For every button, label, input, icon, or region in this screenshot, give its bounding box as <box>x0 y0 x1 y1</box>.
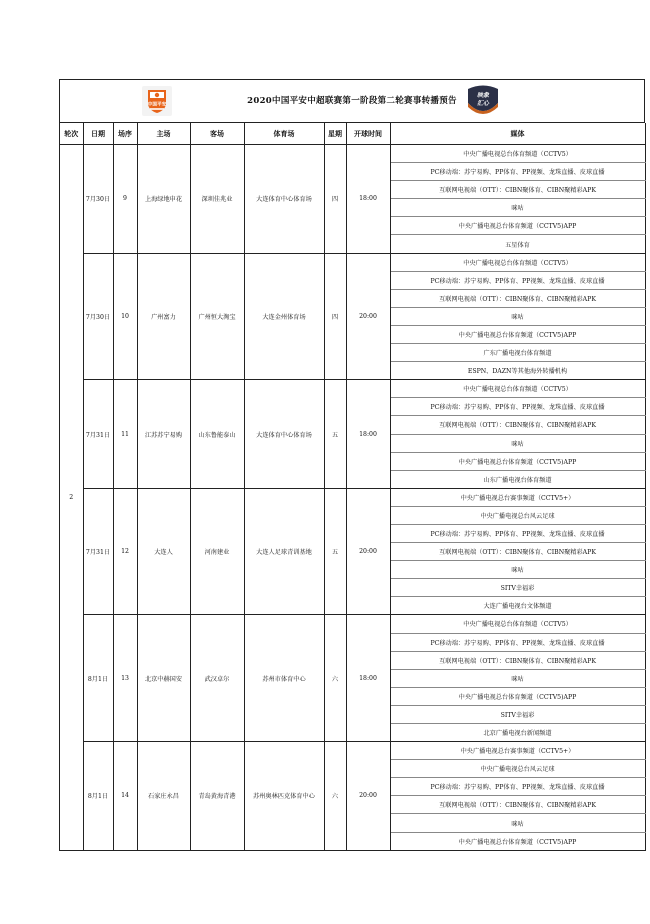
schedule-sheet <box>59 79 645 851</box>
date-cell: 7月31日 <box>83 488 113 615</box>
kickoff-time-cell: 20:00 <box>346 742 390 851</box>
media-cell: 中央广播电视总台赛事频道（CCTV5+） <box>390 488 645 506</box>
stadium-cell: 大连金州体育场 <box>244 253 324 380</box>
date-cell: 7月30日 <box>83 253 113 380</box>
media-cell: 中央广播电视总台体育频道（CCTV5)APP <box>390 217 645 235</box>
seq-cell: 13 <box>113 615 137 742</box>
media-cell: 中央广播电视总台体育频道（CCTV5)APP <box>390 832 645 850</box>
media-cell: 五星体育 <box>390 235 645 253</box>
media-cell: ESPN、DAZN等其他海外转播机构 <box>390 362 645 380</box>
home-team-cell: 大连人 <box>137 488 190 615</box>
media-cell: PC移动端：苏宁易购、PP体育、PP视频、龙珠直播、皮球直播 <box>390 778 645 796</box>
stadium-cell: 大连体育中心体育场 <box>244 380 324 489</box>
media-cell: 北京广播电视台新闻频道 <box>390 724 645 742</box>
weekday-cell: 六 <box>324 615 346 742</box>
away-team-cell: 武汉卓尔 <box>190 615 244 742</box>
weekday-cell: 四 <box>324 253 346 380</box>
media-cell: 互联网电视端（OTT）：CIBN聚体育、CIBN聚精彩APK <box>390 289 645 307</box>
header-seq: 场序 <box>113 123 137 145</box>
home-team-cell: 北京中赫国安 <box>137 615 190 742</box>
media-cell: 广东广播电视台体育频道 <box>390 344 645 362</box>
media-cell: 咪咕 <box>390 669 645 687</box>
kickoff-time-cell: 20:00 <box>346 253 390 380</box>
media-cell: 中央广播电视总台体育频道（CCTV5） <box>390 380 645 398</box>
header-media: 媒体 <box>390 123 645 145</box>
media-cell: 中央广播电视总台风云足球 <box>390 760 645 778</box>
media-cell: 咪咕 <box>390 561 645 579</box>
header-weekday: 星期 <box>324 123 346 145</box>
media-cell: 互联网电视端（OTT）：CIBN聚体育、CIBN聚精彩APK <box>390 543 645 561</box>
media-cell: PC移动端：苏宁易购、PP体育、PP视频、龙珠直播、皮球直播 <box>390 524 645 542</box>
date-cell: 7月31日 <box>83 380 113 489</box>
media-cell: 咪咕 <box>390 307 645 325</box>
media-cell: 咪咕 <box>390 199 645 217</box>
home-team-cell: 江苏苏宁易购 <box>137 380 190 489</box>
media-cell: PC移动端：苏宁易购、PP体育、PP视频、龙珠直播、皮球直播 <box>390 633 645 651</box>
page-title: 2020中国平安中超联赛第一阶段第二轮赛事转播预告 <box>247 96 457 106</box>
table-row <box>60 145 645 163</box>
table-row <box>60 615 645 633</box>
table-row <box>60 742 645 760</box>
stadium-cell: 大连人足球青训基地 <box>244 488 324 615</box>
media-cell: 互联网电视端（OTT）：CIBN聚体育、CIBN聚精彩APK <box>390 651 645 669</box>
svg-text:映象: 映象 <box>476 92 490 99</box>
table-row <box>60 253 645 271</box>
date-cell: 8月1日 <box>83 742 113 851</box>
away-team-cell: 山东鲁能泰山 <box>190 380 244 489</box>
home-team-cell: 广州富力 <box>137 253 190 380</box>
media-cell: PC移动端：苏宁易购、PP体育、PP视频、龙珠直播、皮球直播 <box>390 398 645 416</box>
away-team-cell: 深圳佳兆业 <box>190 145 244 254</box>
home-team-cell: 石家庄永昌 <box>137 742 190 851</box>
media-cell: 中央广播电视总台体育频道（CCTV5） <box>390 615 645 633</box>
kickoff-time-cell: 18:00 <box>346 380 390 489</box>
media-cell: 咪咕 <box>390 814 645 832</box>
date-cell: 8月1日 <box>83 615 113 742</box>
kickoff-time-cell: 20:00 <box>346 488 390 615</box>
brand-logo <box>466 83 500 119</box>
media-cell: 中央广播电视总台体育频道（CCTV5)APP <box>390 452 645 470</box>
stadium-cell: 苏州市体育中心 <box>244 615 324 742</box>
seq-cell: 10 <box>113 253 137 380</box>
seq-cell: 9 <box>113 145 137 254</box>
date-cell: 7月30日 <box>83 145 113 254</box>
weekday-cell: 五 <box>324 380 346 489</box>
media-cell: SITV幸福彩 <box>390 579 645 597</box>
media-cell: 中央广播电视总台体育频道（CCTV5)APP <box>390 687 645 705</box>
media-cell: PC移动端：苏宁易购、PP体育、PP视频、龙珠直播、皮球直播 <box>390 163 645 181</box>
media-cell: 大连广播电视台文体频道 <box>390 597 645 615</box>
header-home: 主场 <box>137 123 190 145</box>
away-team-cell: 青岛黄海青港 <box>190 742 244 851</box>
media-cell: 山东广播电视台体育频道 <box>390 470 645 488</box>
csl-logo-text: 中国平安 <box>147 102 167 108</box>
media-cell: SITV幸福彩 <box>390 705 645 723</box>
header-stadium: 体育场 <box>244 123 324 145</box>
kickoff-time-cell: 18:00 <box>346 615 390 742</box>
away-team-cell: 广州恒大淘宝 <box>190 253 244 380</box>
kickoff-time-cell: 18:00 <box>346 145 390 254</box>
seq-cell: 12 <box>113 488 137 615</box>
media-cell: 中央广播电视总台体育频道（CCTV5） <box>390 253 645 271</box>
title-row <box>60 80 645 123</box>
weekday-cell: 四 <box>324 145 346 254</box>
away-team-cell: 河南建业 <box>190 488 244 615</box>
header-row <box>60 123 645 145</box>
schedule-body <box>60 145 645 851</box>
media-cell: 互联网电视端（OTT）：CIBN聚体育、CIBN聚精彩APK <box>390 416 645 434</box>
round-cell: 2 <box>60 145 83 851</box>
header-round: 轮次 <box>60 123 83 145</box>
header-kickoff: 开球时间 <box>346 123 390 145</box>
home-team-cell: 上海绿地申花 <box>137 145 190 254</box>
table-row <box>60 380 645 398</box>
weekday-cell: 五 <box>324 488 346 615</box>
schedule-table <box>60 123 646 851</box>
table-row <box>60 488 645 506</box>
media-cell: 中央广播电视总台体育频道（CCTV5)APP <box>390 325 645 343</box>
seq-cell: 11 <box>113 380 137 489</box>
stadium-cell: 苏州奥林匹克体育中心 <box>244 742 324 851</box>
svg-text:汇心: 汇心 <box>476 100 490 107</box>
media-cell: 中央广播电视总台风云足球 <box>390 506 645 524</box>
weekday-cell: 六 <box>324 742 346 851</box>
media-cell: 互联网电视端（OTT）：CIBN聚体育、CIBN聚精彩APK <box>390 181 645 199</box>
media-cell: 咪咕 <box>390 434 645 452</box>
media-cell: PC移动端：苏宁易购、PP体育、PP视频、龙珠直播、皮球直播 <box>390 271 645 289</box>
media-cell: 中央广播电视总台体育频道（CCTV5） <box>390 145 645 163</box>
stadium-cell: 大连体育中心体育场 <box>244 145 324 254</box>
header-date: 日期 <box>83 123 113 145</box>
header-away: 客场 <box>190 123 244 145</box>
media-cell: 中央广播电视总台赛事频道（CCTV5+） <box>390 742 645 760</box>
seq-cell: 14 <box>113 742 137 851</box>
media-cell: 互联网电视端（OTT）：CIBN聚体育、CIBN聚精彩APK <box>390 796 645 814</box>
